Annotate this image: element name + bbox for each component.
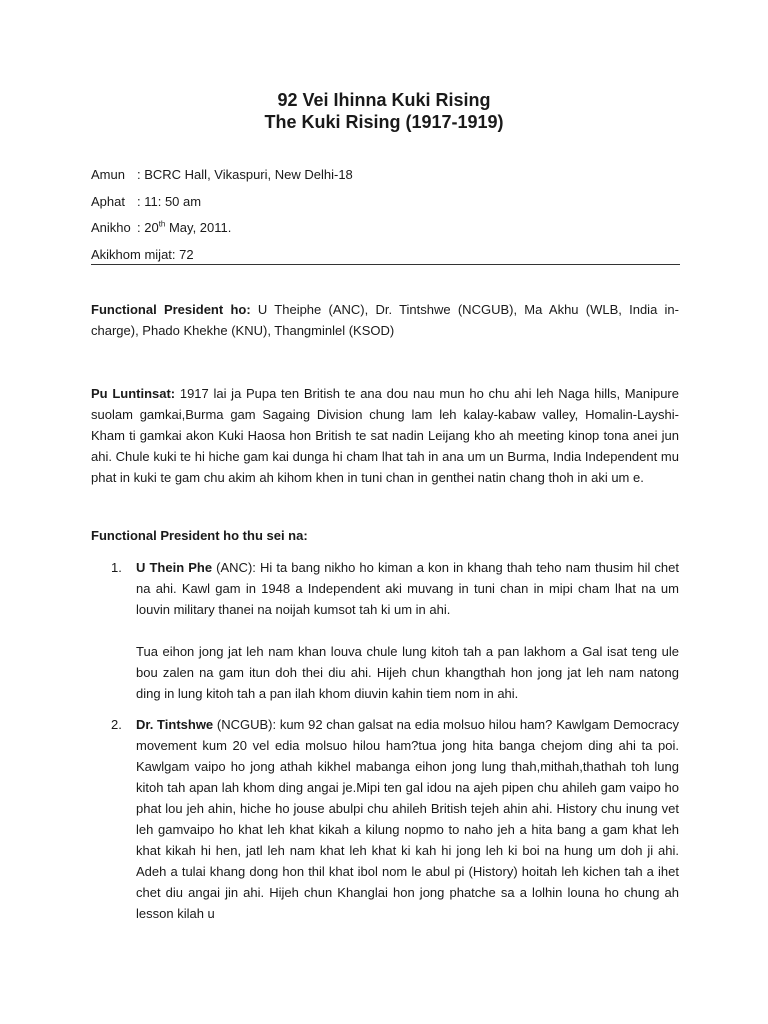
title-line-2: The Kuki Rising (1917-1919) — [264, 112, 504, 132]
venue-value: : BCRC Hall, Vikaspuri, New Delhi-18 — [137, 167, 353, 182]
list-item — [111, 714, 679, 924]
pu-luntinsat-label: Pu Luntinsat: — [91, 386, 176, 401]
speaker-statement: kum 92 chan galsat na edia molsuo hilou ham? Kawlgam Democracy movement kum 20 vel edia molsuo hilou ham?tua jong hita banga chejom ding ahi ta poi. Kawlgam vaipo ho jong athah kikhel mabanga eihon jong lung thah,mithah,thathah toh lung kitoh tah apan lah khom ding angai je.Mipi ten gal idou na ajeh pipen chu ahileh gam vaipo ho phat lou jeh ahin, hiche ho jouse abulpi chu ahileh British tejeh ahin ahi. History chu inung vet leh gamvaipo ho khat leh khat kikah a kilung nopmo to naho jeh a hita bang a gam khat leh khat kikah hi hen, jatl leh nam khat leh khat ki kah hi jong leh ki boi na hung um doh ji ahi. Adeh a tulai khang dong hon thil khat ibol nom le abul pi (History) hoitah leh kichen tah a ihet chet diu angai jin ahi. Hijeh chun Khanglai hon jong phatche sa a lolhin louna ho chung ah lesson kilah u — [136, 717, 679, 921]
count-row — [91, 245, 353, 272]
functional-president-text: U Theiphe (ANC), Dr. Tintshwe (NCGUB), Ma Akhu (WLB, India in-charge), Phado Khekhe (KNU), Thangminlel (KSOD) — [91, 302, 679, 338]
speaker-affiliation: (NCGUB): — [213, 717, 277, 732]
list-item-number: 1. — [111, 560, 122, 575]
speaker-statement-continued: Tua eihon jong jat leh nam khan louva chule lung kitoh tah a pan lakhom a Gal isat teng ule bou zalen na gam itun doh thei diu ahi. Hijeh chun khangthah hon jong jat leh nam natong ding in lung kitoh tah a pan ilah khom diuvin kahin tiem nom in ahi. — [136, 644, 679, 701]
list-item — [111, 557, 679, 704]
section-heading: Functional President ho thu sei na: — [91, 528, 308, 543]
list-item-body — [136, 714, 679, 924]
pu-luntinsat-paragraph — [91, 383, 679, 488]
pu-luntinsat-text: 1917 lai ja Pupa ten British te ana dou nau mun ho chu ahi leh Naga hills, Manipure suolam gamkai,Burma gam Sagaing Division chung lam leh kalay-kabaw valley, Homalin-Layshi- Kham ti gamkai akon Kuki Haosa hon British te sat nadin Leijang kho ah meeting kinop tona anei jun ahi. Chule kuki te hi hiche gam kai dunga hi cham lhat tah in ana um un Burma, India Independent mu phat in kuki te gam chu akim ah kihom khen in tuni chan in genthei natin chang thoh in aki um e. — [91, 386, 679, 485]
functional-president-paragraph — [91, 299, 679, 341]
list-item-body — [136, 557, 679, 620]
speaker-statement: Hi ta bang nikho ho kiman a kon in khang thah teho nam thusim hil chet na ahi. Kawl gam in 1948 a Independent aki muvang in tuni chan in mipi cham lhat na um louvin military thanei na noijah kumsot tah ki um in ahi. — [136, 560, 679, 617]
venue-label: Amun — [91, 167, 125, 182]
date-suffix: May, 2011. — [165, 220, 232, 235]
list-item-number: 2. — [111, 717, 122, 732]
count-label: Akikhom mijat: — [91, 246, 176, 262]
venue-row — [91, 165, 353, 192]
date-row — [91, 218, 353, 245]
document-title — [0, 89, 768, 133]
speaker-name: U Thein Phe — [136, 560, 213, 575]
time-row — [91, 192, 353, 219]
speaker-name: Dr. Tintshwe — [136, 717, 214, 732]
date-label: Anikho — [91, 220, 131, 235]
date-ordinal: th — [158, 219, 166, 229]
functional-president-label: Functional President ho: — [91, 302, 251, 317]
divider-line — [91, 264, 680, 265]
title-line-1: 92 Vei Ihinna Kuki Rising — [277, 90, 491, 110]
meeting-details — [91, 165, 353, 271]
time-value: : 11: 50 am — [137, 193, 202, 209]
time-label: Aphat — [91, 193, 125, 209]
count-value: 72 — [175, 246, 194, 262]
speaker-affiliation: (ANC): — [212, 560, 256, 575]
date-prefix: : 20 — [137, 220, 159, 235]
